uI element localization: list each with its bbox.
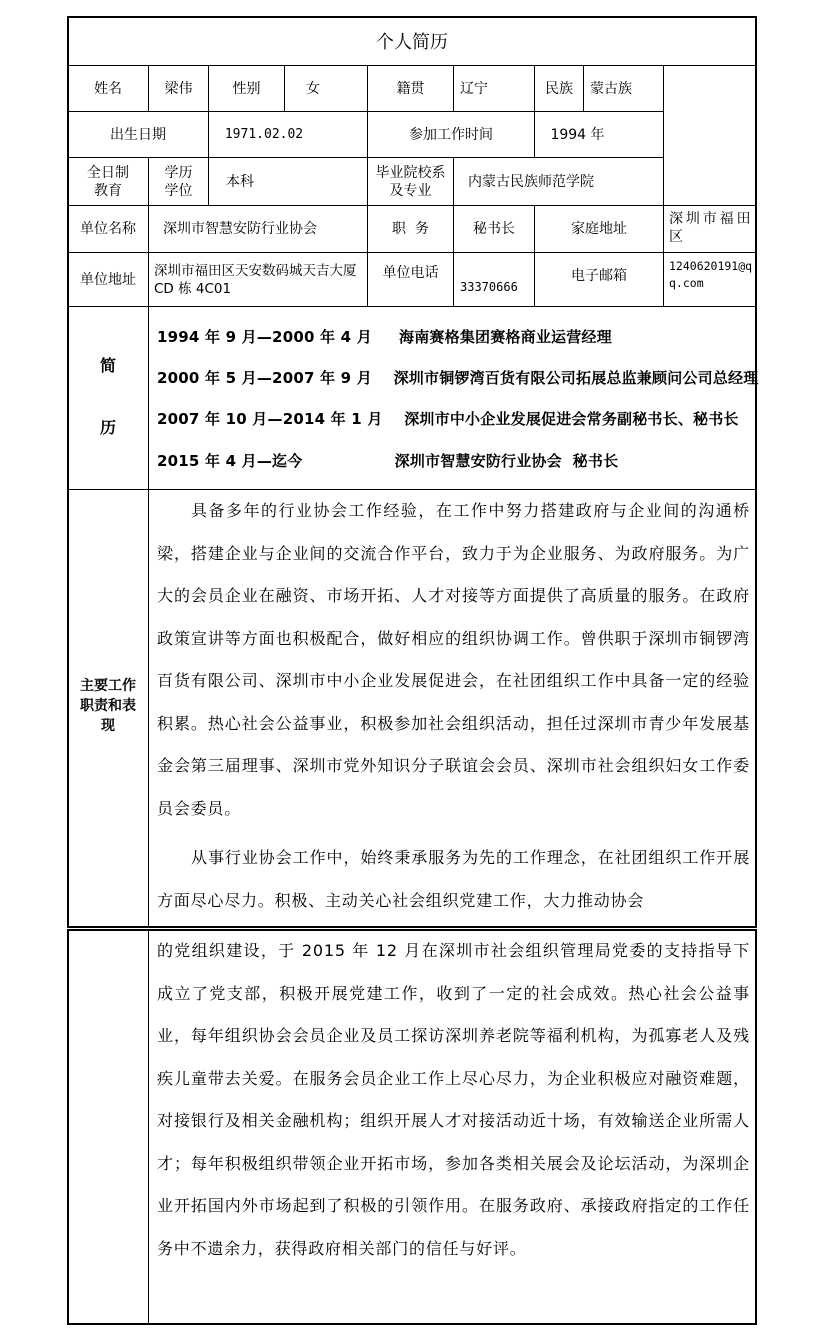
post-label: 职 务 — [392, 221, 429, 237]
home-value: 深圳市福田区 — [669, 211, 752, 245]
unit-label: 单位名称 — [80, 221, 136, 237]
birth-value: 1971.02.02 — [224, 126, 304, 142]
address-label: 单位地址 — [80, 271, 136, 288]
email-label: 电子邮箱 — [571, 268, 627, 284]
duties-paragraph-1: 具备多年的行业协会工作经验，在工作中努力搭建政府与企业间的沟通桥梁，搭建企业与企业间的交流合作平台，致力于为企业服务、为政府服务。为广大的会员企业在融资、市场开拓、人才对接等方面提供了高质量的服务。在政府政策宣讲等方面也积极配合，做好相应的组织协调工作。曾供职于深圳市铜锣湾百货有限公司、深圳市中小企业发展促进会，在社团组织工作中具备一定的经验积累。热心社会公益事业，积极参加社会组织活动，担任过深圳市青少年发展基金会第三届理事、深圳市党外知识分子联谊会会员、深圳市社会组织妇女工作委员会委员。 — [157, 501, 750, 818]
phone-label: 单位电话 — [382, 265, 439, 281]
phone-value: 33370666 — [460, 280, 518, 294]
education-label: 全日制 教育 — [87, 164, 129, 199]
duties-label: 主要工作 职责和表 现 — [80, 678, 136, 734]
gender-value: 女 — [306, 80, 320, 97]
history-entry: 2015 年 4 月—迄今 深圳市智慧安防行业协会 秘书长 — [157, 452, 619, 470]
history-entry: 2000 年 5 月—2007 年 9 月 深圳市铜锣湾百货有限公司拓展总监兼顾问公司总经理 — [157, 369, 759, 387]
address-value: 深圳市福田区天安数码城天吉大厦CD 栋 4C01 — [154, 262, 357, 297]
home-label: 家庭地址 — [571, 221, 627, 237]
birth-label: 出生日期 — [110, 126, 166, 143]
degree-value: 本科 — [226, 173, 254, 190]
page-title: 个人简历 — [376, 32, 448, 53]
unit-value: 深圳市智慧安防行业协会 — [163, 221, 317, 237]
history-label-2: 历 — [99, 418, 116, 437]
school-value: 内蒙古民族师范学院 — [468, 173, 594, 190]
email-value: 1240620191@qq.com — [669, 259, 753, 290]
gender-label: 性别 — [232, 80, 261, 97]
ethnicity-value: 蒙古族 — [590, 80, 632, 97]
post-value: 秘书长 — [473, 221, 515, 237]
duties-paragraph-3: 的党组织建设，于 2015 年 12 月在深圳市社会组织管理局党委的支持指导下成立了党支部，积极开展党建工作，收到了一定的社会成效。热心社会公益事业，每年组织协会会员企业及员工探访深圳养老院等福利机构，为孤寡老人及残疾儿童带去关爱。在服务会员企业工作上尽心尽力，为企业积极应对融资难题，对接银行及相关金融机构；组织开展人才对接活动近十场，有效输送企业所需人才；每年积极组织带领企业开拓市场，参加各类相关展会及论坛活动，为深圳企业开拓国内外市场起到了积极的引领作用。在服务政府、承接政府指定的工作任务中不遗余力，获得政府相关部门的信任与好评。 — [157, 941, 750, 1258]
degree-label: 学历 学位 — [164, 164, 193, 199]
work-start-value: 1994 年 — [550, 126, 605, 143]
ethnicity-label: 民族 — [545, 80, 573, 97]
name-label: 姓名 — [94, 80, 122, 97]
school-label: 毕业院校系 及专业 — [375, 164, 446, 199]
work-start-label: 参加工作时间 — [409, 126, 493, 143]
origin-value: 辽宁 — [460, 80, 488, 97]
origin-label: 籍贯 — [396, 80, 425, 97]
history-entry: 2007 年 10 月—2014 年 1 月 深圳市中小企业发展促进会常务副秘书长、秘书长 — [157, 410, 739, 428]
history-label-1: 简 — [99, 356, 116, 375]
history-entry: 1994 年 9 月—2000 年 4 月 海南赛格集团赛格商业运营经理 — [157, 328, 612, 346]
duties-paragraph-2: 从事行业协会工作中，始终秉承服务为先的工作理念，在社团组织工作开展方面尽心尽力。积极、主动关心社会组织党建工作，大力推动协会 — [157, 848, 750, 910]
name-value: 梁伟 — [164, 80, 193, 97]
